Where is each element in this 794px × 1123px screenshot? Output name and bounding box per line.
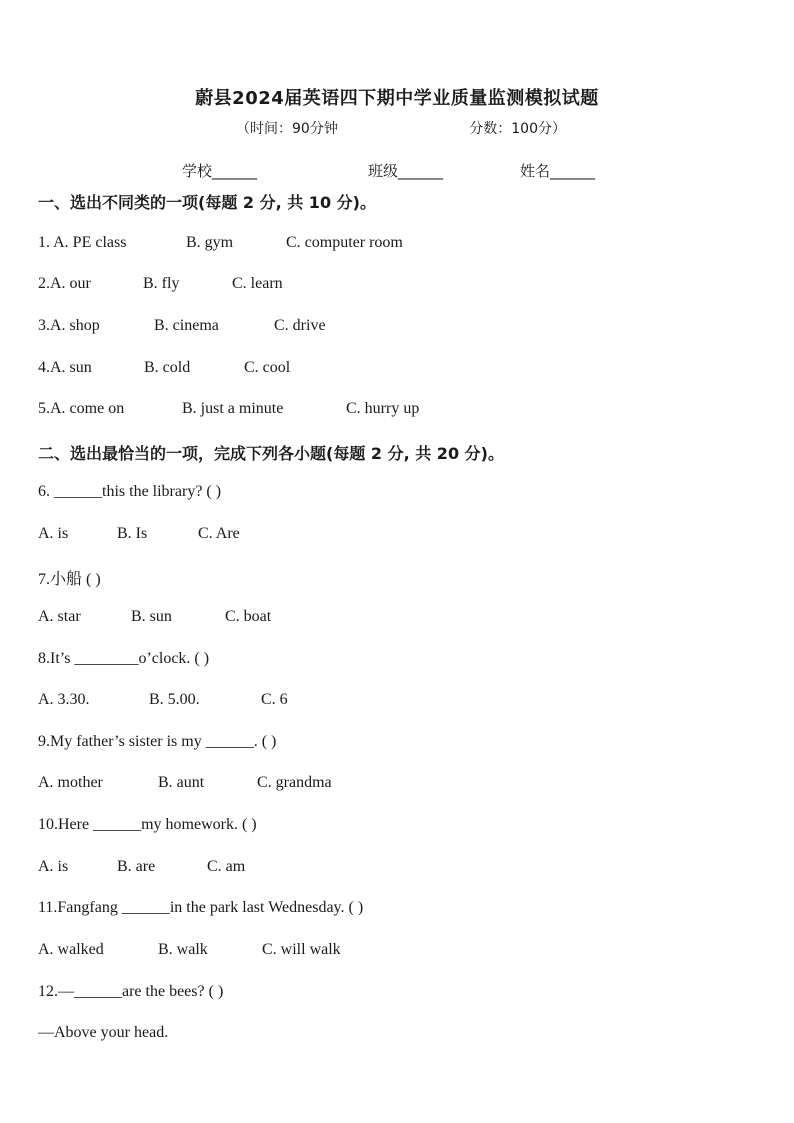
exam-title: 蔚县2024届英语四下期中学业质量监测模拟试题 [195,88,599,109]
option-c: C. 6 [261,691,288,708]
option-b: B. just a minute [182,400,284,417]
option-a: 3.A. shop [38,317,100,334]
option-c: C. cool [244,359,291,376]
option-a: 5.A. come on [38,400,125,417]
question-10: 10.Here ______my homework. ( ) [38,816,257,833]
option-c: C. grandma [257,774,332,791]
question-7: 7.小船 ( ) [38,571,101,588]
option-c: C. boat [225,608,272,625]
option-b: B. sun [131,608,172,625]
question-12: 12.—______are the bees? ( ) [38,983,224,1000]
option-a: A. walked [38,941,104,958]
option-a: A. mother [38,774,103,791]
question-6: 6. ______this the library? ( ) [38,483,222,500]
option-a: A. is [38,858,69,875]
school-field: 学校______ [182,162,258,180]
exam-time: （时间：90分钟 [236,121,338,137]
class-field: 班级______ [368,162,444,180]
section-1-heading: 一、选出不同类的一项(每题 2 分, 共 10 分)。 [38,193,376,212]
option-b: B. 5.00. [149,691,200,708]
option-c: C. am [207,858,246,875]
option-a: 1. A. PE class [38,234,127,251]
option-b: B. aunt [158,774,205,791]
option-a: A. is [38,525,69,542]
option-a: 4.A. sun [38,359,92,376]
option-b: B. cold [144,359,191,376]
question-11: 11.Fangfang ______in the park last Wednesday. ( ) [38,899,364,916]
option-a: A. 3.30. [38,691,90,708]
option-b: B. Is [117,525,148,542]
option-c: C. will walk [262,941,341,958]
name-field: 姓名______ [520,162,596,180]
question-9: 9.My father’s sister is my ______. ( ) [38,733,277,750]
option-c: C. learn [232,275,283,292]
option-c: C. drive [274,317,326,334]
option-a: A. star [38,608,81,625]
option-a: 2.A. our [38,275,91,292]
exam-score: 分数：100分） [469,121,566,137]
option-b: B. fly [143,275,180,292]
section-2-heading: 二、选出最恰当的一项，完成下列各小题(每题 2 分, 共 20 分)。 [38,444,504,463]
option-b: B. are [117,858,156,875]
question-12-answer: —Above your head. [38,1024,169,1041]
option-b: B. cinema [154,317,219,334]
option-c: C. computer room [286,234,403,251]
question-8: 8.It’s ________o’clock. ( ) [38,650,210,667]
option-b: B. walk [158,941,208,958]
option-c: C. hurry up [346,400,420,417]
exam-subtitle [236,118,566,138]
option-b: B. gym [186,234,234,251]
option-c: C. Are [198,525,240,542]
